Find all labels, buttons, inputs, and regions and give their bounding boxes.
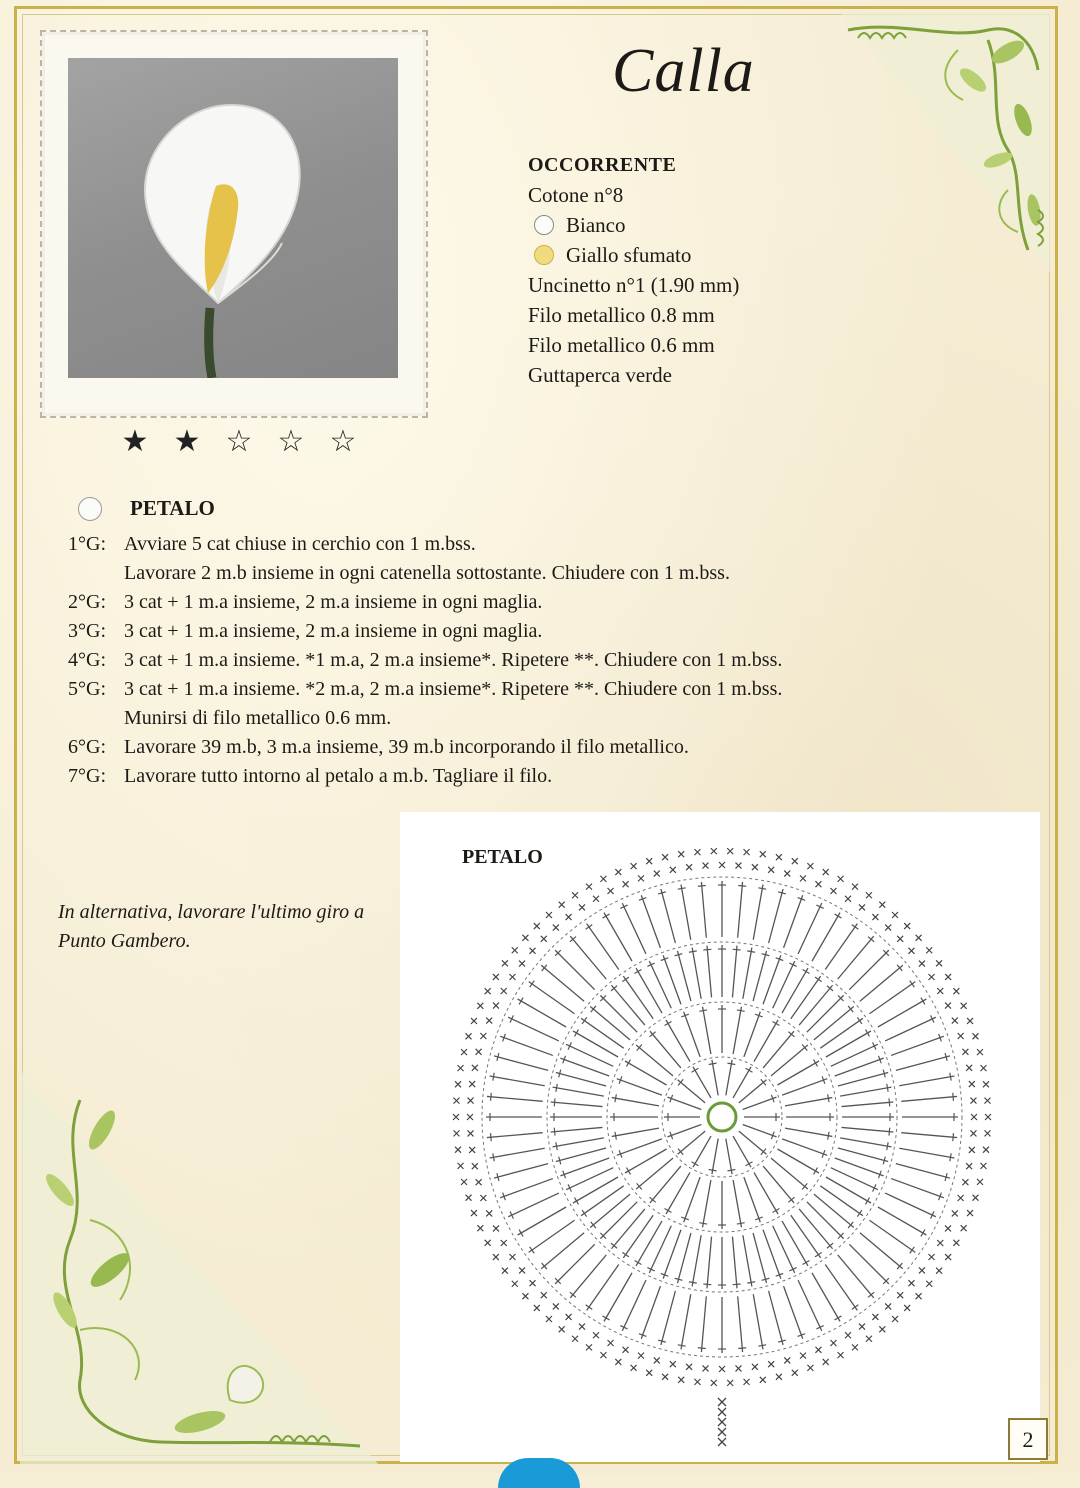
instruction-row: 1°G: Avviare 5 cat chiuse in cerchio con 1 m.bss. (68, 533, 476, 555)
star-filled-icon: ★ (173, 424, 201, 459)
materials-item: Uncinetto n°1 (1.90 mm) (528, 273, 740, 297)
crochet-diagram (400, 812, 1040, 1462)
instruction-continuation: Lavorare 2 m.b insieme in ogni catenella sottostante. Chiudere con 1 m.bss. (124, 562, 730, 584)
star-empty-icon: ☆ (225, 424, 253, 459)
instruction-row: 7°G: Lavorare tutto intorno al petalo a m.b. Tagliare il filo. (68, 765, 553, 787)
diagram-title: PETALO (462, 846, 543, 868)
white-swatch-icon (78, 497, 102, 521)
color-item: Bianco (528, 210, 739, 240)
petalo-heading: PETALO (78, 496, 215, 521)
floral-corner-top-right (838, 10, 1050, 272)
materials-item: Guttaperca verde (528, 363, 672, 387)
white-swatch-icon (534, 215, 554, 235)
materials-list (528, 150, 739, 390)
star-filled-icon: ★ (121, 424, 149, 459)
page-title: Calla (612, 37, 755, 105)
instruction-row: 2°G: 3 cat + 1 m.a insieme, 2 m.a insieme in ogni maglia. (68, 591, 543, 613)
instruction-row: 3°G: 3 cat + 1 m.a insieme, 2 m.a insieme in ogni maglia. (68, 620, 543, 642)
instruction-row: 6°G: Lavorare 39 m.b, 3 m.a insieme, 39 m.b incorporando il filo metallico. (68, 736, 689, 758)
instructions (68, 530, 782, 791)
star-empty-icon: ☆ (329, 424, 357, 459)
page-number: 2 (1008, 1418, 1048, 1460)
materials-item: Filo metallico 0.8 mm (528, 303, 715, 327)
star-empty-icon: ☆ (277, 424, 305, 459)
materials-item: Filo metallico 0.6 mm (528, 333, 715, 357)
alternative-note: In alternativa, lavorare l'ultimo giro a Punto Gambero. (58, 901, 365, 952)
materials-heading: OCCORRENTE (528, 154, 677, 176)
instruction-row: 5°G: 3 cat + 1 m.a insieme. *2 m.a, 2 m.a insieme*. Ripetere **. Chiudere con 1 m.bss. (68, 678, 783, 700)
floral-corner-bottom-left (20, 1070, 380, 1466)
instruction-row: 4°G: 3 cat + 1 m.a insieme. *1 m.a, 2 m.a insieme*. Ripetere **. Chiudere con 1 m.bss. (68, 649, 783, 671)
instruction-continuation: Munirsi di filo metallico 0.6 mm. (124, 707, 392, 729)
materials-yarn: Cotone n°8 (528, 183, 624, 207)
color-item: Giallo sfumato (528, 240, 739, 270)
yellow-swatch-icon (534, 245, 554, 265)
difficulty-rating (118, 424, 360, 459)
calla-photo (68, 58, 398, 378)
